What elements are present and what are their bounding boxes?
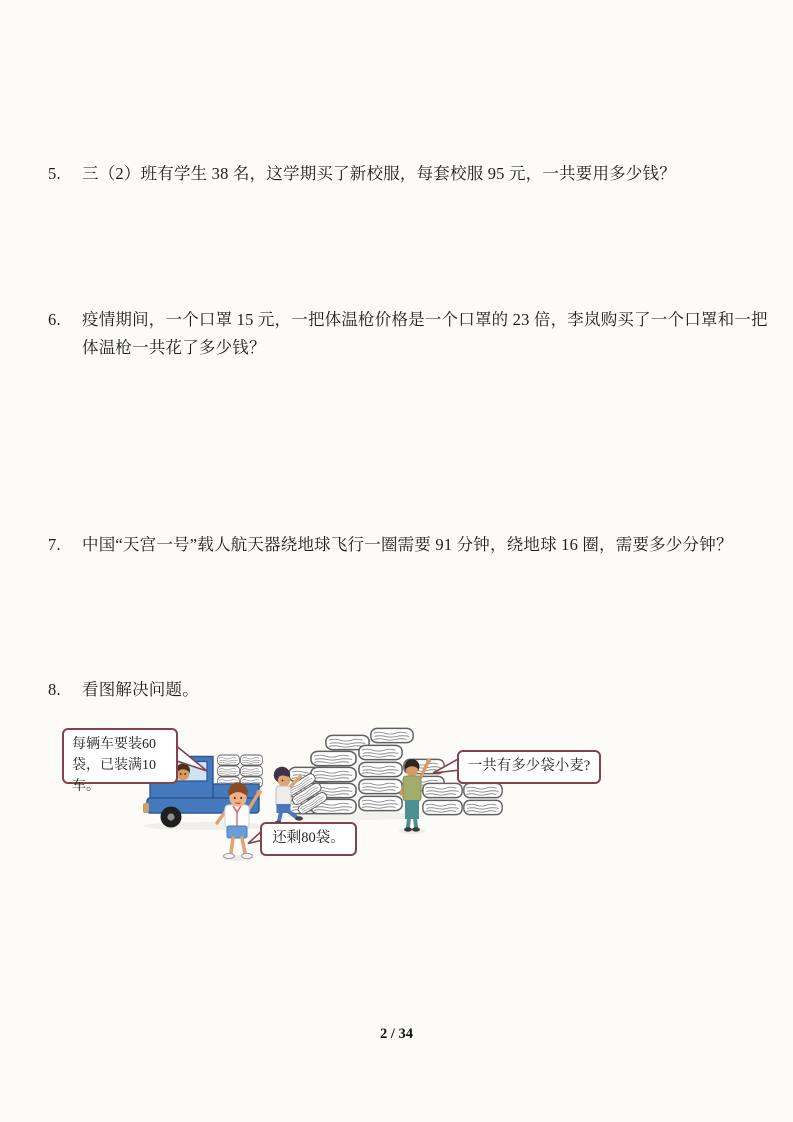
question-item-7 bbox=[48, 531, 765, 559]
question-text bbox=[82, 676, 765, 704]
question-text-line: 体温枪一共花了多少钱？ bbox=[82, 338, 266, 357]
question-number: 6. bbox=[48, 310, 61, 329]
question-item-6 bbox=[48, 306, 768, 362]
page-number: 2 / 34 bbox=[379, 1026, 414, 1042]
speech-bubble-line: 一共有多少袋小麦? bbox=[467, 758, 591, 775]
question-text-line: 三（2）班有学生 38 名，这学期买了新校服，每套校服 95 元，一共要用多少钱？ bbox=[82, 164, 676, 183]
question-item-5 bbox=[48, 160, 765, 188]
wheat-bags-illustration bbox=[55, 714, 615, 864]
speech-bubble-question bbox=[457, 750, 601, 784]
question-number: 8. bbox=[48, 680, 61, 699]
question-text bbox=[82, 531, 765, 559]
speech-bubble-line: 还剩80袋。 bbox=[272, 830, 345, 847]
right-sack-stack bbox=[423, 783, 502, 814]
truck-bumper bbox=[143, 803, 149, 813]
question-text-line: 中国“天宫一号”载人航天器绕地球飞行一圈需要 91 分钟，绕地球 16 圈，需要多少分钟？ bbox=[82, 535, 733, 554]
question-text bbox=[82, 306, 768, 362]
question-number: 7. bbox=[48, 535, 61, 554]
truck-driver bbox=[176, 764, 190, 781]
question-item-8 bbox=[48, 676, 765, 704]
speech-bubble-remaining bbox=[260, 822, 357, 856]
truck-sacks bbox=[217, 755, 262, 787]
question-text-line: 看图解决问题。 bbox=[82, 680, 199, 699]
question-number: 5. bbox=[48, 164, 61, 183]
question-text bbox=[82, 160, 765, 188]
speech-bubble-line: 袋，已装满10车。 bbox=[72, 758, 156, 794]
speech-bubble-line: 每辆车要装60 bbox=[72, 737, 156, 752]
question-text-line: 疫情期间，一个口罩 15 元，一把体温枪价格是一个口罩的 23 倍，李岚购买了一个口罩和一把 bbox=[82, 310, 768, 329]
truck-wheel bbox=[161, 807, 182, 828]
speech-bubble-truck-load bbox=[62, 728, 178, 794]
